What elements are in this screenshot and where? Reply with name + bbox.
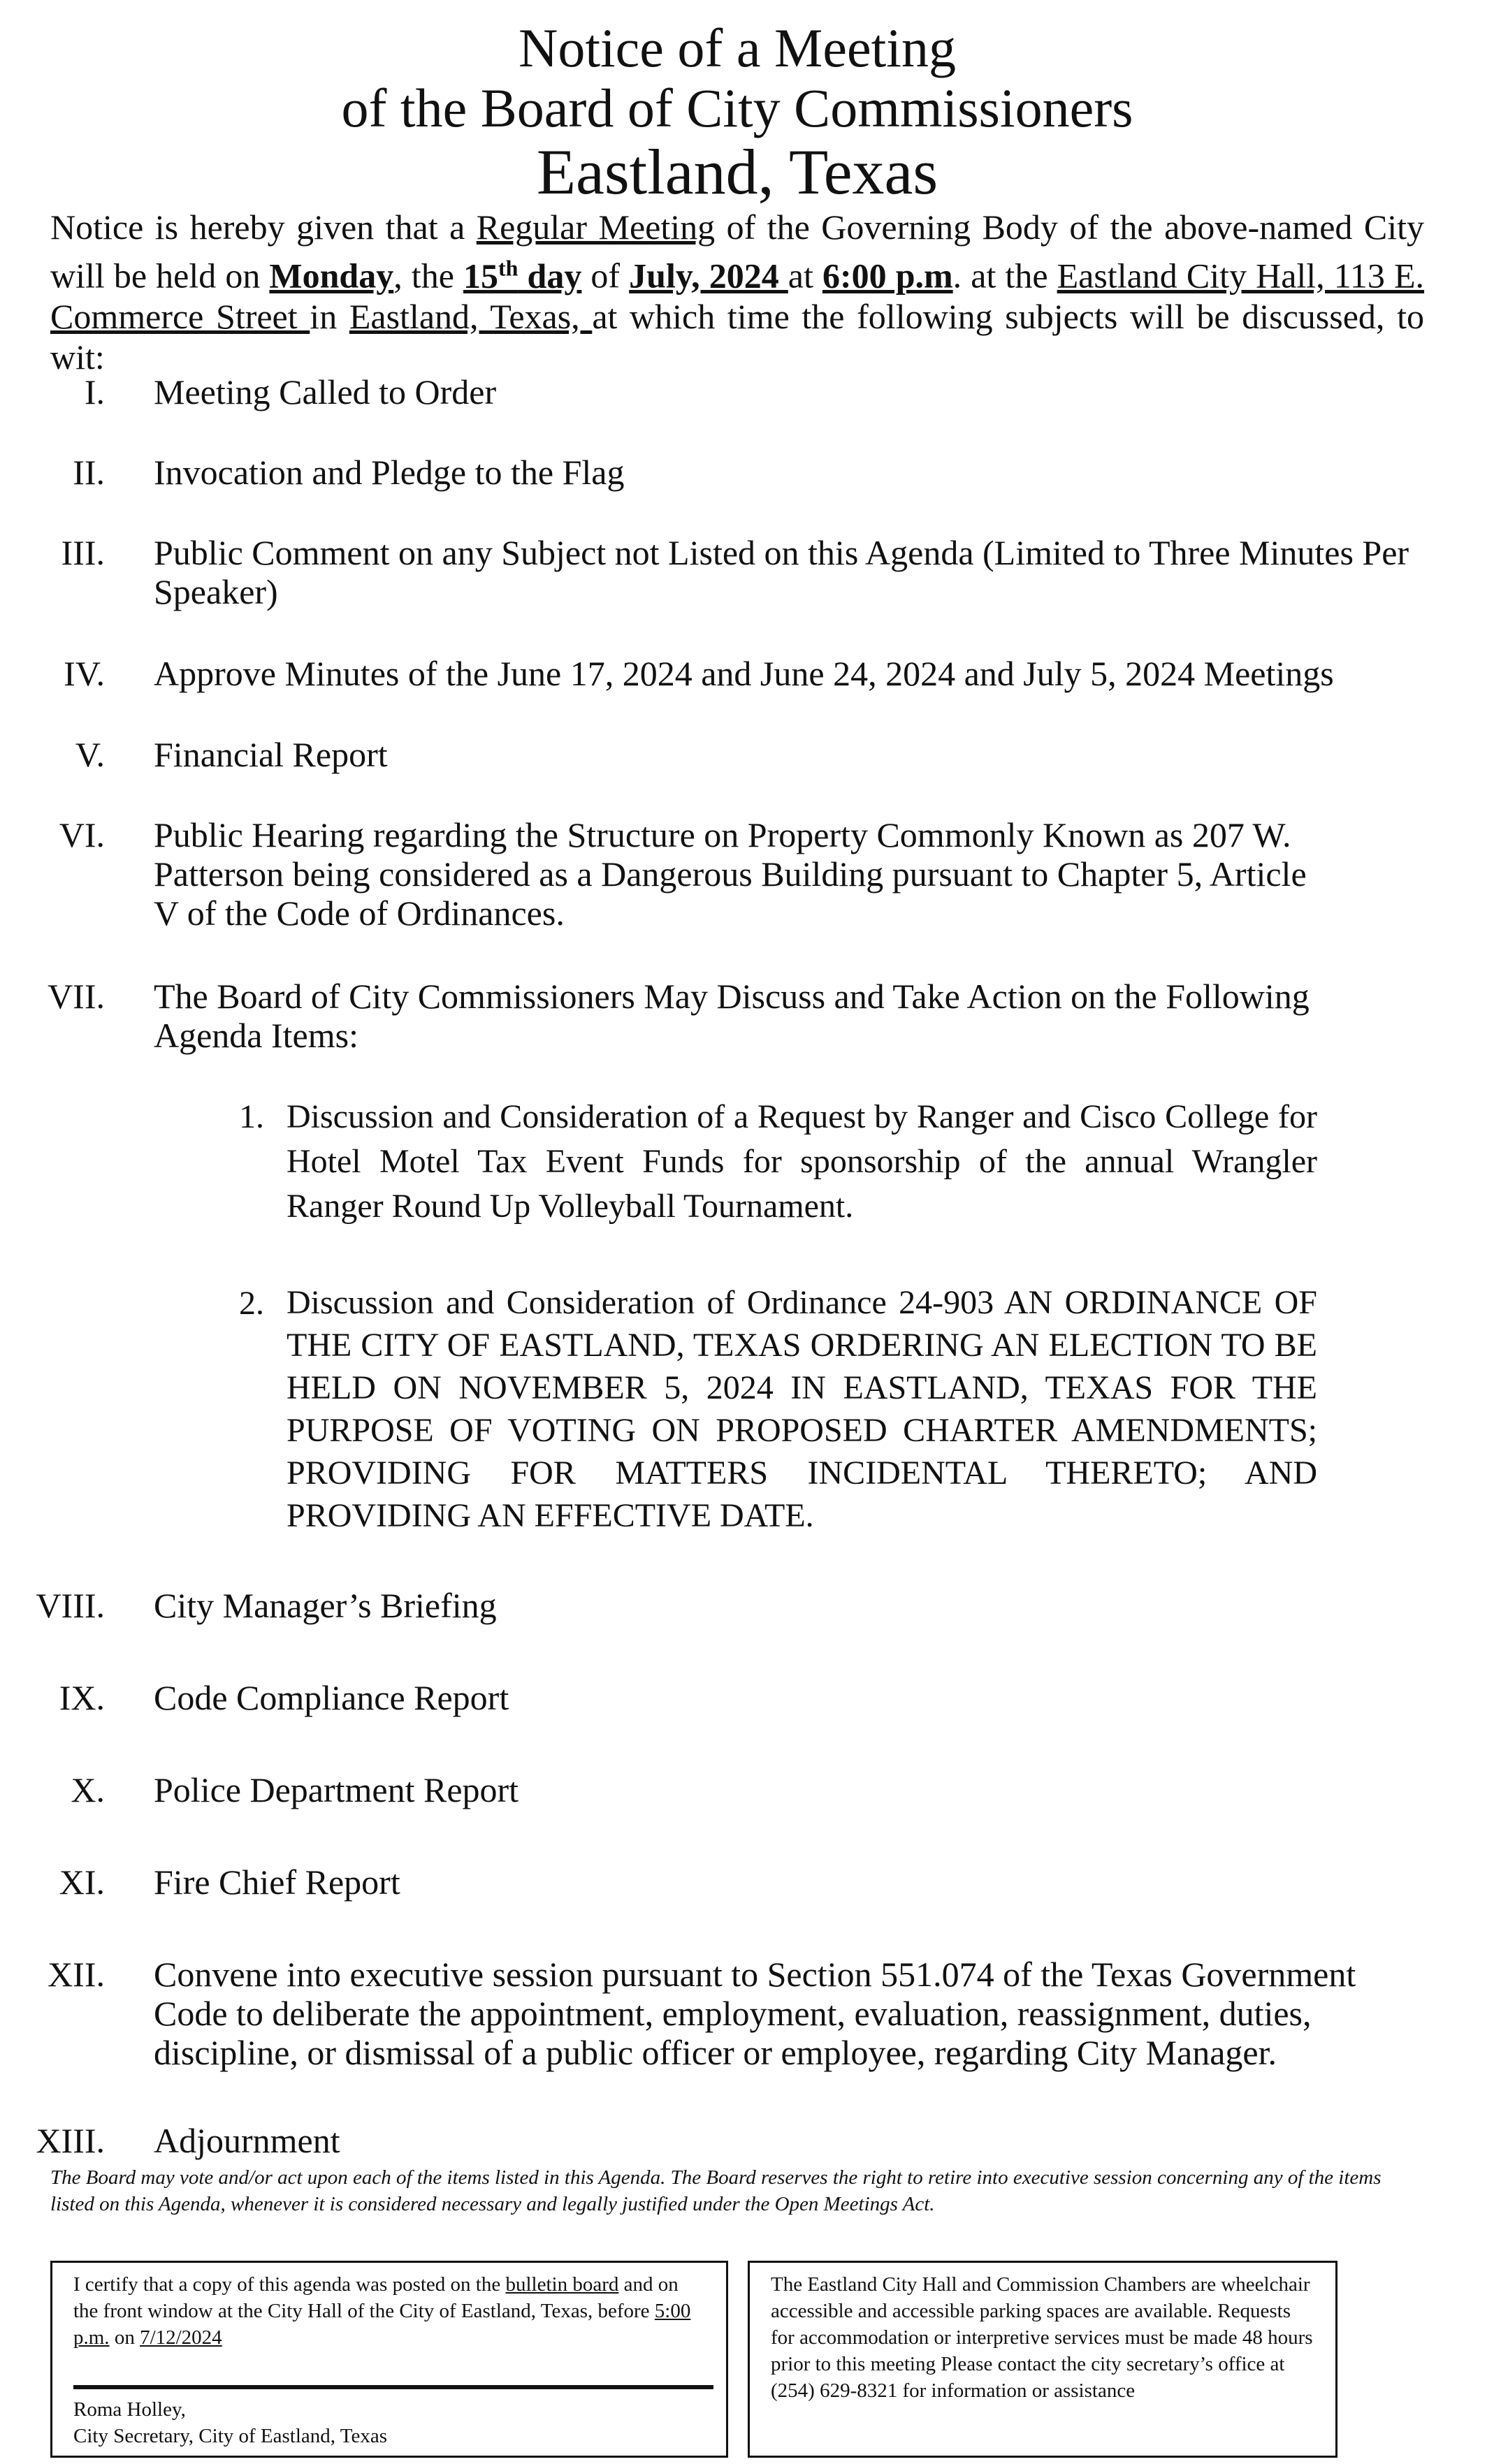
agenda-item-number: IV. xyxy=(64,654,105,693)
agenda-item-number: I. xyxy=(84,372,105,411)
agenda-item-number: VI. xyxy=(59,815,105,854)
agenda-item-text: Financial Report xyxy=(154,735,388,774)
subitem-number: 1. xyxy=(239,1098,264,1135)
intro-text: , the xyxy=(393,256,463,296)
agenda-item-text: Public Hearing regarding the Structure on Property Commonly Known as 207 W. Patterson being considered as a Dangerous Building pursuant to Chapter 5, Article V of the Code of Ordinances. xyxy=(154,815,1307,933)
intro-text: of the Governing Body of the above-named City will be held on xyxy=(50,207,1424,296)
cert-date: 7/12/2024 xyxy=(140,2326,222,2349)
meeting-city: Eastland, Texas, xyxy=(349,296,593,336)
intro-text: of xyxy=(581,256,630,296)
signature-line xyxy=(73,2385,713,2389)
agenda-item-text: Approve Minutes of the June 17, 2024 and June 24, 2024 and July 5, 2024 Meetings xyxy=(154,654,1334,693)
agenda-item-number: X. xyxy=(71,1770,105,1809)
agenda-item-text: Public Comment on any Subject not Listed on this Agenda (Limited to Three Minutes Per Speaker) xyxy=(154,533,1409,611)
cert-board: bulletin board xyxy=(505,2273,619,2296)
agenda-item-number: III. xyxy=(61,533,105,572)
agenda-item-text: Fire Chief Report xyxy=(154,1862,400,1902)
subitem-text: Discussion and Consideration of a Request by Ranger and Cisco College for Hotel Motel Tax Event Funds for sponsorship of the annual Wrangler Ranger Round Up Volleyball Tournament. xyxy=(287,1098,1317,1225)
subitem-text: Discussion and Consideration of Ordinance 24-903 AN ORDINANCE OF THE CITY OF EASTLAND, TEXAS ORDERING AN ELECTION TO BE HELD ON NOVEMBER 5, 2024 IN EASTLAND, TEXAS FOR THE PURPOSE OF VOTING ON PROPOSED CHARTER AMENDMENTS; PROVIDING FOR MATTERS INCIDENTAL THERETO; AND PROVIDING AN EFFECTIVE DATE. xyxy=(287,1284,1317,1534)
agenda-item-text: City Manager’s Briefing xyxy=(154,1586,497,1625)
day-number: 15 xyxy=(463,256,498,296)
certification-box xyxy=(50,2261,728,2458)
cert-time: 5:00 p.m. xyxy=(73,2300,691,2349)
signatory-title: City Secretary, City of Eastland, Texas xyxy=(73,2425,387,2447)
agenda-item-text: Meeting Called to Order xyxy=(154,372,497,411)
agenda-item-number: XIII. xyxy=(36,2121,105,2160)
cert-text: I certify that a copy of this agenda was posted on the xyxy=(73,2273,506,2296)
cert-text: on xyxy=(109,2326,140,2349)
intro-text: . at the xyxy=(952,256,1057,296)
subitem-number: 2. xyxy=(239,1285,264,1322)
agenda-item-number: IX. xyxy=(59,1678,105,1717)
signatory xyxy=(73,2396,387,2449)
meeting-type: Regular Meeting xyxy=(476,207,716,247)
intro-text: Notice is hereby given that a xyxy=(50,207,477,247)
agenda-item-text: Adjournment xyxy=(154,2121,340,2160)
intro-text: in xyxy=(310,296,349,336)
agenda-item-number: VIII. xyxy=(36,1586,105,1625)
meeting-date: July, 2024 xyxy=(629,256,788,296)
certification-text xyxy=(73,2271,705,2351)
meeting-time: 6:00 p.m xyxy=(822,256,953,296)
agenda-item-number: V. xyxy=(75,735,105,774)
intro-text: at which time the following subjects will be discussed, to wit: xyxy=(50,296,1424,377)
meeting-location: Eastland City Hall, 113 E. Commerce Street xyxy=(50,256,1425,336)
signatory-name: Roma Holley, xyxy=(73,2398,186,2421)
cert-text: and on the front window at the City Hall of the City of Eastland, Texas, before xyxy=(73,2273,679,2322)
agenda-item-number: XI. xyxy=(59,1862,105,1902)
notice-title: Notice of a Meeting xyxy=(519,17,956,78)
agenda-item-number: VII. xyxy=(48,977,105,1016)
agenda-item-text: Code Compliance Report xyxy=(154,1678,509,1717)
agenda-item-text: Invocation and Pledge to the Flag xyxy=(154,453,625,492)
intro-paragraph xyxy=(50,207,1424,377)
intro-text: at xyxy=(788,256,822,296)
meeting-day xyxy=(463,256,581,296)
notice-city: Eastland, Texas xyxy=(536,136,938,207)
notice-subtitle: of the Board of City Commissioners xyxy=(341,78,1133,138)
agenda-item-text: Convene into executive session pursuant to Section 551.074 of the Texas Government Code to deliberate the appointment, employment, evaluation, reassignment, duties, discipline, or dismissal of a public officer or employee, regarding City Manager. xyxy=(154,1955,1356,2072)
accessibility-text: The Eastland City Hall and Commission Chambers are wheelchair accessible and accessible parking spaces are available. Requests for accommodation or interpretive services must be made 48 hours prior to this meeting Please contact the city secretary’s office at (254) 629-8321 for information or assistance xyxy=(771,2273,1313,2402)
accessibility-box xyxy=(748,2261,1337,2458)
day-word: day xyxy=(518,256,582,296)
day-suffix: th xyxy=(498,255,519,280)
agenda-item-number: XII. xyxy=(48,1955,105,1994)
agenda-item-number: II. xyxy=(73,453,105,492)
agenda-item-text: The Board of City Commissioners May Discuss and Take Action on the Following Agenda Items: xyxy=(154,977,1310,1055)
meeting-weekday: Monday xyxy=(269,256,394,296)
agenda-item-text: Police Department Report xyxy=(154,1770,519,1809)
board-footnote: The Board may vote and/or act upon each of the items listed in this Agenda. The Board reserves the right to retire into executive session concerning any of the items listed on this Agenda, whenever it is considered necessary and legally justified under the Open Meetings Act. xyxy=(50,2166,1382,2215)
